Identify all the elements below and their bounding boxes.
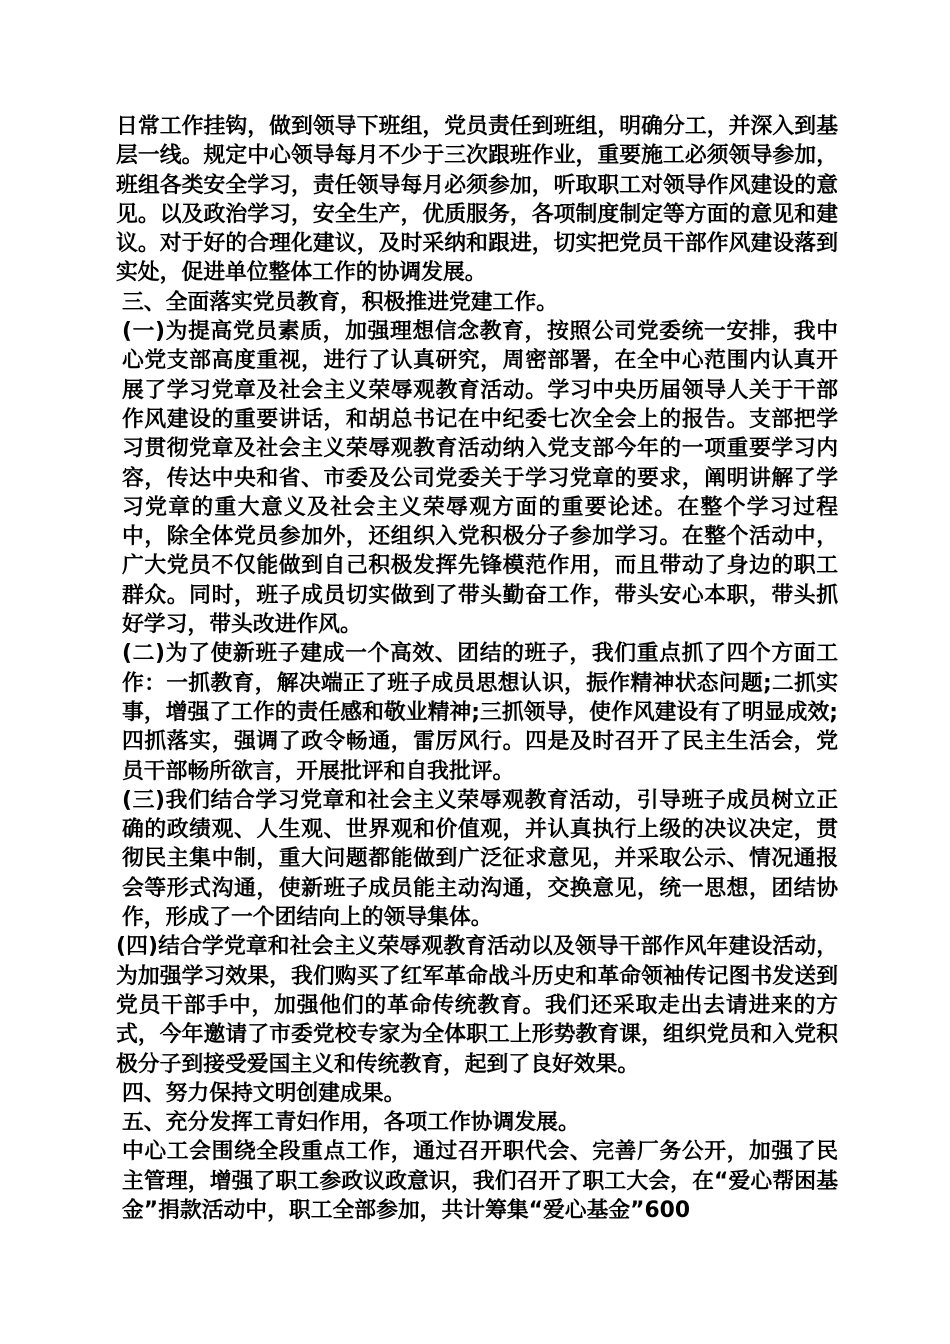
paragraph-item-3: (三)我们结合学习党章和社会主义荣辱观教育活动，引导班子成员树立正确的政绩观、人生观、世界观和价值观，并认真执行上级的决议决定，贯彻民主集中制，重大问题都能做到广泛征求意见，并采取公示、情况通报会等形式沟通，使新班子成员能主动沟通，交换意见，统一思想，团结协作，形成了一个团结向上的领导集体。 [122, 787, 838, 931]
paragraph-union-work: 中心工会围绕全段重点工作，通过召开职代会、完善厂务公开，加强了民主管理，增强了职工参政议政意识，我们召开了职工大会，在“爱心帮困基金”捐款活动中，职工全部参加，共计筹集“爱心基金”600 [122, 1139, 838, 1223]
section-heading-union: 五、充分发挥工青妇作用，各项工作协调发展。 [122, 1110, 580, 1136]
paragraph-item-2: (二)为了使新班子建成一个高效、团结的班子，我们重点抓了四个方面工作：一抓教育，解决端正了班子成员思想认识，振作精神状态问题;二抓实事，增强了工作的责任感和敬业精神;三抓领导，使作风建设有了明显成效;四抓落实，强调了政令畅通，雷厉风行。四是及时召开了民主生活会，党员干部畅所欲言，开展批评和自我批评。 [122, 641, 838, 784]
paragraph-work-style: 日常工作挂钩，做到领导下班组，党员责任到班组，明确分工，并深入到基层一线。规定中心领导每月不少于三次跟班作业，重要施工必须领导参加，班组各类安全学习，责任领导每月必须参加，听取职工对领导作风建设的意见。以及政治学习，安全生产，优质服务，各项制度制定等方面的意见和建议。对于好的合理化建议，及时采纳和跟进，切实把党员干部作风建设落到实处，促进单位整体工作的协调发展。 [116, 114, 838, 286]
paragraph-item-1: (一)为提高党员素质，加强理想信念教育，按照公司党委统一安排，我中心党支部高度重视，进行了认真研究，周密部署，在全中心范围内认真开展了学习党章及社会主义荣辱观教育活动。学习中央历届领导人关于干部作风建设的重要讲话，和胡总书记在中纪委七次全会上的报告。支部把学习贯彻党章及社会主义荣辱观教育活动纳入党支部今年的一项重要学习内容，传达中央和省、市委及公司党委关于学习党章的要求，阐明讲解了学习党章的重大意义及社会主义荣辱观方面的重要论述。在整个学习过程中，除全体党员参加外，还组织入党积极分子参加学习。在整个活动中，广大党员不仅能做到自己积极发挥先锋模范作用，而且带动了身边的职工群众。同时，班子成员切实做到了带头勤奋工作，带头安心本职，带头抓好学习，带头改进作风。 [122, 319, 838, 638]
section-heading-party-education: 三、全面落实党员教育，积极推进党建工作。 [122, 289, 558, 315]
document-page [116, 112, 838, 1225]
section-heading-civilization: 四、努力保持文明创建成果。 [122, 1080, 406, 1106]
paragraph-item-4: (四)结合学党章和社会主义荣辱观教育活动以及领导干部作风年建设活动，为加强学习效果，我们购买了红军革命战斗历史和革命领袖传记图书发送到党员干部手中，加强他们的革命传统教育。我们还采取走出去请进来的方式，今年邀请了市委党校专家为全体职工上形势教育课，组织党员和入党积极分子到接受爱国主义和传统教育，起到了良好效果。 [116, 934, 838, 1077]
